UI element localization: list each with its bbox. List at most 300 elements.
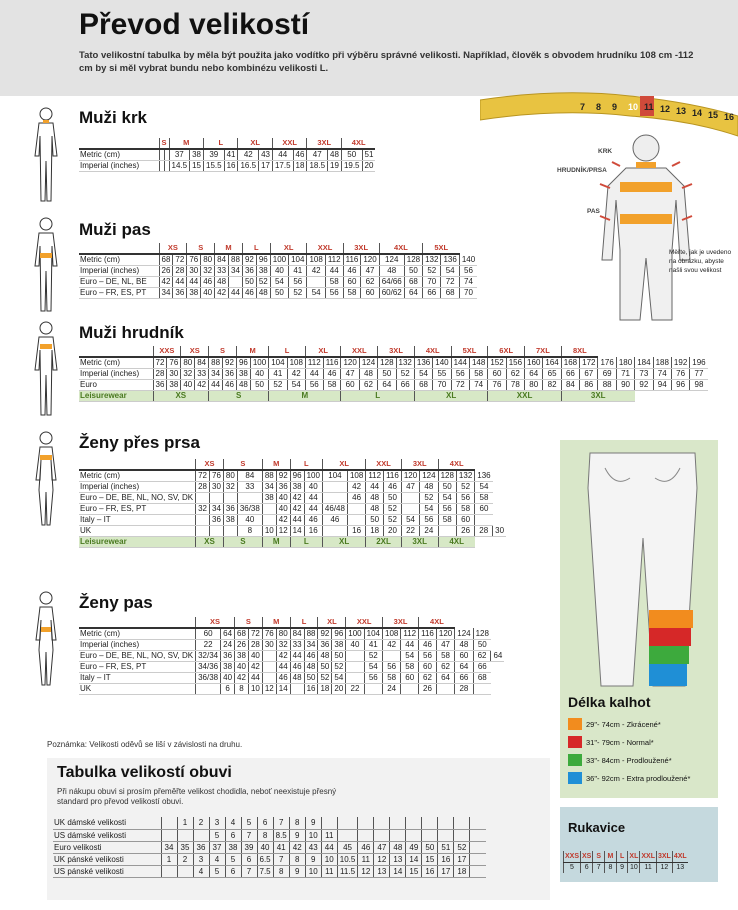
value-cell: 64 <box>221 628 235 640</box>
value-cell <box>322 493 347 504</box>
shoe-cell: 17 <box>454 853 470 865</box>
value-cell: 52 <box>423 266 441 277</box>
value-cell: 32 <box>181 369 195 380</box>
size-header: 7XL <box>525 346 562 357</box>
value-cell: 92 <box>635 380 653 391</box>
shoe-row <box>53 853 486 865</box>
value-cell: 148 <box>469 357 487 369</box>
row-label: Italy – IT <box>79 515 196 526</box>
size-header: XL <box>238 138 272 149</box>
header-label <box>79 243 159 254</box>
value-cell: 172 <box>580 357 598 369</box>
value-cell: 46 <box>419 640 437 651</box>
value-cell: 47 <box>341 369 359 380</box>
value-cell: 12 <box>276 526 290 537</box>
value-cell: 54 <box>364 662 382 673</box>
value-cell: 55 <box>433 369 451 380</box>
value-cell: 144 <box>451 357 469 369</box>
value-cell: 16.5 <box>238 161 259 172</box>
value-cell: 128 <box>378 357 396 369</box>
value-cell: 52 <box>456 482 474 493</box>
leisurewear-label: Leisurewear <box>79 391 153 402</box>
value-cell: 60 <box>455 651 473 662</box>
value-cell: 38 <box>187 288 201 299</box>
shoe-cell <box>470 865 486 877</box>
women-bust-table <box>79 459 506 548</box>
value-cell: 36 <box>173 288 187 299</box>
value-cell <box>346 662 364 673</box>
value-cell: 42 <box>383 640 401 651</box>
size-header: XXS <box>153 346 181 357</box>
value-cell: 47 <box>436 640 454 651</box>
value-cell: 112 <box>305 357 323 369</box>
value-cell <box>229 277 243 288</box>
table-row <box>79 684 504 695</box>
chest-label: HRUDNÍK/PRSA <box>557 167 607 174</box>
value-cell: 42 <box>215 288 229 299</box>
size-header: 4XL <box>379 243 422 254</box>
value-cell: 22 <box>196 640 221 651</box>
shoe-row <box>53 817 486 829</box>
tape-number: 15 <box>708 110 719 120</box>
size-header: 4XL <box>414 346 451 357</box>
value-cell: 33 <box>195 369 209 380</box>
value-cell: 88 <box>229 254 243 266</box>
value-cell: 8 <box>235 684 249 695</box>
value-cell: 42 <box>276 515 290 526</box>
value-cell: 58 <box>438 515 456 526</box>
tape-number: 9 <box>612 102 618 112</box>
size-header: S <box>159 138 169 149</box>
row-label: Imperial (inches) <box>79 266 159 277</box>
value-cell: 34 <box>159 288 173 299</box>
value-cell: 46 <box>223 380 237 391</box>
value-cell <box>322 482 347 493</box>
value-cell: 26 <box>235 640 249 651</box>
size-header: M <box>262 617 290 628</box>
value-cell: 84 <box>290 628 304 640</box>
men-waist-title: Muži pas <box>79 220 151 239</box>
leisure-size: S <box>209 391 269 402</box>
value-cell: 100 <box>304 470 322 482</box>
size-header: 5XL <box>423 243 460 254</box>
size-header: 3XL <box>383 617 419 628</box>
glove-size: M <box>605 851 617 862</box>
value-cell: 64 <box>455 662 473 673</box>
value-cell: 62 <box>506 369 524 380</box>
size-header: 3XL <box>307 138 341 149</box>
value-cell: 72 <box>248 628 262 640</box>
value-cell: 48 <box>366 504 384 515</box>
size-header: XL <box>305 346 341 357</box>
glove-table <box>563 851 688 873</box>
pants-image <box>585 448 700 688</box>
value-cell: 12 <box>262 684 276 695</box>
table-row <box>79 493 506 504</box>
value-cell: 48 <box>366 493 384 504</box>
shoe-cell: 14 <box>390 865 406 877</box>
value-cell: 58 <box>475 493 493 504</box>
value-cell: 77 <box>690 369 708 380</box>
value-cell: 47 <box>361 266 379 277</box>
shoe-cell <box>337 829 358 841</box>
shoe-cell <box>358 829 374 841</box>
size-header: XXL <box>341 346 378 357</box>
size-header: XXL <box>366 459 402 470</box>
man-waist-figure <box>33 216 59 314</box>
glove-value: 5 <box>564 862 581 873</box>
value-cell: 56 <box>420 515 438 526</box>
value-cell: 50 <box>438 482 456 493</box>
value-cell: 56 <box>325 288 343 299</box>
value-cell: 38 <box>223 515 237 526</box>
value-cell: 52 <box>256 277 270 288</box>
value-cell: 54 <box>401 651 419 662</box>
value-cell: 14 <box>276 684 290 695</box>
color-swatch <box>568 736 582 748</box>
row-label: Imperial (inches) <box>79 640 196 651</box>
value-cell: 42 <box>238 149 259 161</box>
shoe-cell: 10 <box>321 853 337 865</box>
shoe-row-label: US pánské velikosti <box>53 865 161 877</box>
value-cell: 100 <box>346 628 364 640</box>
shoe-cell <box>438 829 454 841</box>
shoe-cell: 6 <box>257 817 273 829</box>
value-cell: 48 <box>304 662 318 673</box>
value-cell: 38 <box>262 493 276 504</box>
value-cell: 68 <box>473 673 491 684</box>
value-cell: 30 <box>493 526 506 537</box>
shoe-cell: 1 <box>161 853 177 865</box>
value-cell: 50 <box>250 380 268 391</box>
shoe-cell: 18 <box>454 865 470 877</box>
value-cell: 60 <box>401 673 419 684</box>
shoe-cell: 10.5 <box>337 853 358 865</box>
value-cell <box>347 515 365 526</box>
value-cell: 60 <box>488 369 506 380</box>
value-cell: 64/66 <box>379 277 404 288</box>
value-cell: 66 <box>473 662 491 673</box>
size-header: XL <box>318 617 346 628</box>
value-cell: 92 <box>242 254 256 266</box>
shoe-cell: 9 <box>305 853 321 865</box>
value-cell: 44 <box>229 288 243 299</box>
shoe-row-label: Euro velikosti <box>53 841 161 853</box>
value-cell: 42 <box>290 504 304 515</box>
value-cell: 38 <box>290 482 304 493</box>
value-cell: 50 <box>384 493 402 504</box>
value-cell <box>322 526 347 537</box>
tape-number: 12 <box>660 104 671 114</box>
tape-number: 10 <box>628 102 639 112</box>
shoe-cell: 16 <box>422 865 438 877</box>
shoe-cell: 44 <box>321 841 337 853</box>
value-cell: 136 <box>414 357 432 369</box>
value-cell: 17.5 <box>272 161 293 172</box>
value-cell: 46 <box>242 288 256 299</box>
value-cell: 15.5 <box>204 161 225 172</box>
value-cell: 32 <box>196 504 210 515</box>
value-cell: 28 <box>475 526 493 537</box>
value-cell: 33 <box>237 482 262 493</box>
value-cell: 76 <box>210 470 224 482</box>
value-cell: 42 <box>347 482 365 493</box>
woman-bust-figure <box>33 430 59 528</box>
value-cell <box>210 526 224 537</box>
value-cell: 56 <box>289 277 307 288</box>
value-cell: 60 <box>475 504 493 515</box>
value-cell: 42 <box>248 662 262 673</box>
leisure-size: 3XL <box>561 391 634 402</box>
shoe-cell: 34 <box>161 841 177 853</box>
pants-length-title: Délka kalhot <box>568 694 651 710</box>
page-title: Převod velikostí <box>79 8 310 41</box>
shoe-table <box>53 817 486 878</box>
shoe-cell <box>470 829 486 841</box>
value-cell: 50 <box>404 266 422 277</box>
shoe-cell <box>454 829 470 841</box>
value-cell: 44 <box>366 482 384 493</box>
size-header: L <box>204 138 238 149</box>
row-label: Metric (cm) <box>79 470 196 482</box>
value-cell: 104 <box>364 628 382 640</box>
value-cell: 108 <box>347 470 365 482</box>
value-cell: 64 <box>525 369 543 380</box>
value-cell: 14 <box>290 526 304 537</box>
value-cell: 42 <box>195 380 209 391</box>
value-cell: 120 <box>401 470 419 482</box>
shoe-cell: 7 <box>273 853 289 865</box>
value-cell: 70 <box>433 380 451 391</box>
shoe-cell <box>374 817 390 829</box>
leisure-size: L <box>341 391 414 402</box>
value-cell: 33 <box>290 640 304 651</box>
value-cell: 76 <box>262 628 276 640</box>
header-label <box>79 346 153 357</box>
size-header: XL <box>270 243 307 254</box>
value-cell: 52 <box>318 673 332 684</box>
value-cell <box>383 651 401 662</box>
value-cell <box>436 684 454 695</box>
value-cell: 54 <box>332 673 346 684</box>
value-cell: 40 <box>248 651 262 662</box>
value-cell: 104 <box>269 357 287 369</box>
glove-size: 4XL <box>672 851 687 862</box>
value-cell: 92 <box>318 628 332 640</box>
value-cell: 36/38 <box>196 673 221 684</box>
leisure-size: XS <box>196 537 224 548</box>
value-cell: 50 <box>473 640 491 651</box>
value-cell: 48 <box>318 651 332 662</box>
value-cell: 156 <box>506 357 524 369</box>
size-header: XS <box>181 346 209 357</box>
value-cell: 136 <box>441 254 459 266</box>
value-cell: 48 <box>215 277 229 288</box>
shoe-cell: 51 <box>438 841 454 853</box>
value-cell: 40 <box>346 640 364 651</box>
leisure-size: XS <box>153 391 209 402</box>
shoe-cell <box>422 817 438 829</box>
shoe-cell <box>422 829 438 841</box>
pants-length-item <box>568 772 690 784</box>
value-cell: 50 <box>366 515 384 526</box>
value-cell: 34/36 <box>196 662 221 673</box>
value-cell <box>438 526 456 537</box>
value-cell: 80 <box>201 254 215 266</box>
row-label: Metric (cm) <box>79 254 159 266</box>
value-cell: 52 <box>289 288 307 299</box>
value-cell: 33 <box>215 266 229 277</box>
shoe-row-label: UK dámské velikosti <box>53 817 161 829</box>
size-header: 4XL <box>438 459 475 470</box>
value-cell: 116 <box>343 254 361 266</box>
value-cell: 112 <box>401 628 419 640</box>
value-cell: 18 <box>366 526 384 537</box>
glove-size: L <box>616 851 628 862</box>
value-cell: 44 <box>304 504 322 515</box>
value-cell: 116 <box>323 357 341 369</box>
shoe-cell: 13 <box>390 853 406 865</box>
value-cell <box>290 684 304 695</box>
shoe-cell: 12 <box>358 865 374 877</box>
value-cell: 52 <box>420 493 438 504</box>
glove-size: XL <box>628 851 640 862</box>
shoe-cell <box>390 829 406 841</box>
value-cell: 36 <box>221 651 235 662</box>
shoe-cell <box>358 817 374 829</box>
value-cell: 180 <box>616 357 634 369</box>
table-row <box>79 651 504 662</box>
size-header: XS <box>196 617 235 628</box>
value-cell: 19 <box>328 161 342 172</box>
shoe-cell: 39 <box>241 841 257 853</box>
value-cell: 32 <box>223 482 237 493</box>
value-cell <box>364 684 382 695</box>
value-cell: 44 <box>276 662 290 673</box>
value-cell <box>401 493 419 504</box>
tape-number: 7 <box>580 102 586 112</box>
shoe-cell <box>406 817 422 829</box>
shoe-row <box>53 841 486 853</box>
value-cell: 44 <box>209 380 223 391</box>
shoe-cell: 4 <box>209 853 225 865</box>
value-cell: 19.5 <box>341 161 362 172</box>
value-cell: 28 <box>196 482 210 493</box>
value-cell <box>262 651 276 662</box>
size-header: 3XL <box>343 243 379 254</box>
value-cell: 26 <box>419 684 437 695</box>
color-swatch <box>568 718 582 730</box>
value-cell: 54 <box>287 380 305 391</box>
value-cell: 54 <box>438 493 456 504</box>
size-header: 5XL <box>451 346 488 357</box>
value-cell: 48 <box>290 673 304 684</box>
value-cell: 58 <box>343 288 361 299</box>
value-cell: 20 <box>332 684 346 695</box>
glove-value: 13 <box>672 862 687 873</box>
value-cell: 15 <box>190 161 204 172</box>
size-header: 8XL <box>561 346 598 357</box>
shoe-cell: 11 <box>358 853 374 865</box>
value-cell: 60/62 <box>379 288 404 299</box>
shoe-cell: 12 <box>374 853 390 865</box>
shoe-cell: 8 <box>289 817 305 829</box>
value-cell: 44 <box>304 493 322 504</box>
value-cell: 72 <box>153 357 167 369</box>
women-waist-title: Ženy pas <box>79 593 153 612</box>
value-cell: 84 <box>215 254 229 266</box>
value-cell: 36 <box>242 266 256 277</box>
value-cell: 42 <box>235 673 249 684</box>
value-cell: 41 <box>269 369 287 380</box>
value-cell: 36 <box>276 482 290 493</box>
value-cell <box>347 504 365 515</box>
women-bust-title: Ženy přes prsa <box>79 433 200 452</box>
value-cell: 100 <box>250 357 268 369</box>
shoe-cell <box>470 817 486 829</box>
shoe-cell <box>177 829 193 841</box>
value-cell: 46/48 <box>322 504 347 515</box>
value-cell: 62 <box>361 277 379 288</box>
value-cell: 44 <box>187 277 201 288</box>
value-cell: 16 <box>224 161 238 172</box>
pants-length-text: 36"- 92cm - Extra prodloužené* <box>586 773 691 783</box>
value-cell: 140 <box>459 254 477 266</box>
table-row <box>79 470 506 482</box>
glove-size: S <box>593 851 605 862</box>
shoe-cell: 36 <box>193 841 209 853</box>
value-cell: 30 <box>262 640 276 651</box>
shoe-cell <box>470 853 486 865</box>
value-cell <box>210 493 224 504</box>
value-cell: 56 <box>459 266 477 277</box>
size-header: S <box>223 459 262 470</box>
row-label: Euro <box>79 380 153 391</box>
shoe-row <box>53 829 486 841</box>
leisurewear-label: Leisurewear <box>79 537 196 548</box>
pants-length-item <box>568 754 672 766</box>
shoe-cell: 4 <box>193 865 209 877</box>
size-header: S <box>209 346 237 357</box>
shoe-cell: 35 <box>177 841 193 853</box>
value-cell: 96 <box>290 470 304 482</box>
value-cell: 46 <box>343 266 361 277</box>
value-cell: 176 <box>598 357 616 369</box>
body-measure-figure <box>580 130 700 330</box>
value-cell: 116 <box>384 470 402 482</box>
value-cell: 14.5 <box>169 161 190 172</box>
shoe-cell: 10 <box>305 865 321 877</box>
value-cell: 32/34 <box>196 651 221 662</box>
value-cell: 42 <box>307 266 325 277</box>
value-cell: 40 <box>235 662 249 673</box>
glove-value: 6 <box>581 862 593 873</box>
value-cell: 66 <box>455 673 473 684</box>
shoe-cell: 5 <box>209 829 225 841</box>
value-cell: 47 <box>307 149 328 161</box>
value-cell: 38 <box>235 651 249 662</box>
shoe-row <box>53 865 486 877</box>
women-waist-table <box>79 617 504 695</box>
value-cell: 50 <box>341 149 362 161</box>
table-row <box>79 380 708 391</box>
header-label <box>79 138 159 149</box>
header-label <box>79 617 196 628</box>
tape-number: 14 <box>692 108 703 118</box>
value-cell: 72 <box>451 380 469 391</box>
value-cell: 36 <box>153 380 167 391</box>
value-cell: 50 <box>332 651 346 662</box>
